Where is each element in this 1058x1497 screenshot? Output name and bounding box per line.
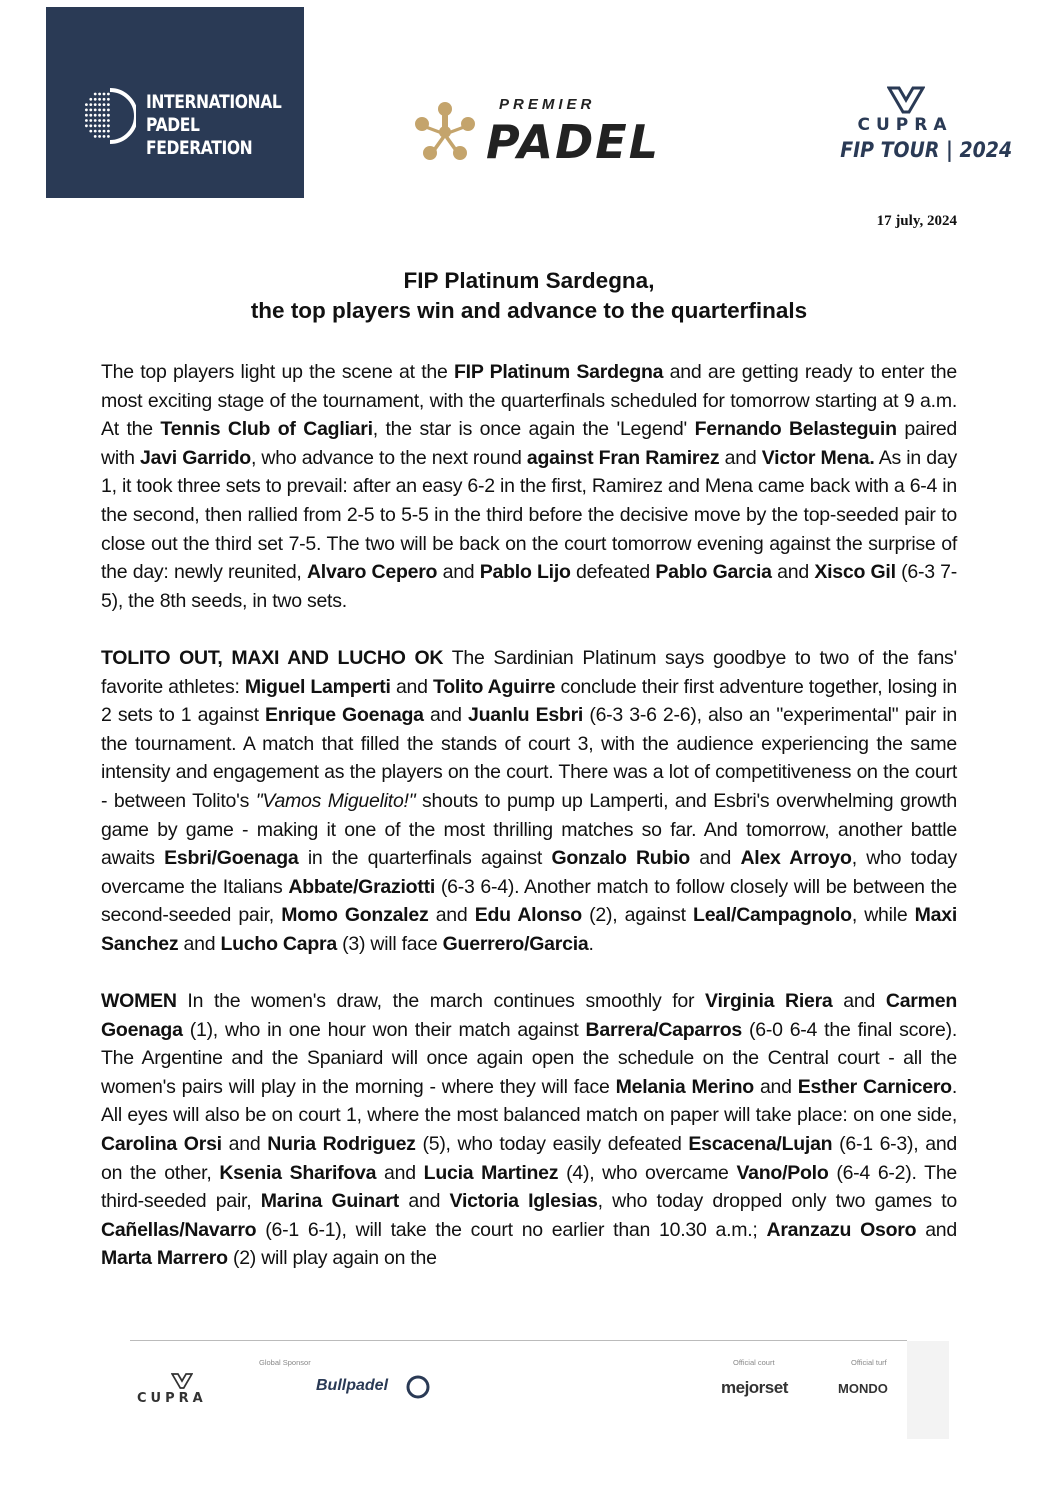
- bullpadel-ring-icon: [405, 1374, 431, 1400]
- global-sponsor-label: Global Sponsor: [259, 1358, 311, 1367]
- paragraph-2-segment: "Vamos Miguelito!": [255, 789, 416, 812]
- paragraph-1-segment: Xisco Gil: [814, 561, 896, 584]
- paragraph-3-segment: Melania Merino: [615, 1075, 754, 1098]
- official-court-label: Official court: [733, 1358, 775, 1367]
- paragraph-1-segment: Tennis Club of Cagliari: [160, 418, 373, 441]
- ipf-line-1: INTERNATIONAL: [146, 91, 282, 113]
- paragraph-1-segment: FIP Platinum Sardegna: [453, 361, 664, 383]
- paragraph-2-segment: Esbri/Goenaga: [164, 847, 299, 870]
- paragraph-3-segment: and: [753, 1075, 798, 1098]
- paragraph-1-segment: and are getting ready to enter the most exciting stage of the tournament, with the quarterfinals scheduled for tomorrow starting at 9 a.m. At the: [101, 361, 957, 441]
- paragraph-2-segment: (6-3 3-6 2-6), also an "experimental" pair in the tournament. A match that filled the stands of court 3, with the audience experiencing the same intensity and engagement as the players on the court. There was a lot of competitiveness on the court - between Tolito's: [101, 704, 958, 812]
- paragraph-3-segment: . All eyes will also be on court 1, where the most balanced match on paper will take place: on one side,: [101, 1075, 957, 1127]
- padel-word: PADEL: [486, 115, 661, 169]
- paragraph-3-segment: (5), who today easily defeated: [415, 1133, 689, 1156]
- paragraph-1-segment: against Fran Ramirez: [526, 446, 720, 469]
- paragraph-1-segment: Fernando Belasteguin: [694, 418, 897, 441]
- cupra-footer-icon: [171, 1372, 193, 1390]
- press-date: 17 july, 2024: [876, 213, 957, 229]
- paragraph-3-segment: and: [221, 1133, 268, 1156]
- paragraph-2-segment: Gonzalo Rubio: [551, 847, 690, 870]
- paragraph-2-segment: (6-3 6-4). Another match to follow closely will be between the second-seeded pair,: [101, 875, 958, 927]
- paragraph-2-segment: and: [390, 675, 433, 698]
- paragraph-2-segment: Alex Arroyo: [740, 847, 852, 870]
- paragraph-3-segment: (1), who in one hour won their match against: [182, 1018, 586, 1041]
- paragraph-2-segment: Guerrero/Garcia: [442, 932, 589, 955]
- cupra-logo-icon: [887, 86, 925, 114]
- ipf-ball-icon: [76, 86, 136, 146]
- title-line-1: FIP Platinum Sardegna,: [403, 268, 655, 293]
- paragraph-3-segment: (6-4 6-2). The third-seeded pair,: [101, 1161, 958, 1213]
- paragraph-2-segment: .: [588, 932, 594, 955]
- ipf-line-3: FEDERATION: [146, 137, 253, 159]
- paragraph-3-segment: Escacena/Lujan: [688, 1133, 833, 1156]
- paragraph-2-segment: Tolito Aguirre: [433, 675, 556, 698]
- paragraph-2-segment: in the quarterfinals against: [298, 847, 552, 870]
- paragraph-1-segment: Pablo Garcia: [655, 561, 772, 584]
- paragraph-3-segment: Ksenia Sharifova: [219, 1161, 377, 1184]
- paragraph-2-segment: Lucho Capra: [220, 932, 337, 955]
- paragraph-3-segment: Esther Carnicero: [797, 1075, 952, 1098]
- paragraph-2-segment: (2), against: [581, 904, 694, 927]
- paragraph-1-segment: Alvaro Cepero: [306, 561, 438, 584]
- paragraph-3-segment: Barrera/Caparros: [585, 1018, 742, 1041]
- paragraph-1-segment: As in day 1, it took three sets to prevail: after an easy 6-2 in the first, Ramirez and Mena came back with a 6-4 in the second, then rallied from 2-5 to 5-5 in the third before the decisive move by the top-seeded pair to close out the third set 7-5. The two will be back on the court tomorrow evening against the surprise of the day: newly reunited,: [101, 446, 957, 584]
- paragraph-1-segment: and: [437, 561, 480, 584]
- paragraph-2-segment: conclude their first adventure together, losing in 2 sets to 1 against: [101, 675, 958, 727]
- paragraph-1-segment: , who advance to the next round: [250, 446, 527, 469]
- paragraph-3-segment: Marina Guinart: [260, 1190, 400, 1213]
- paragraph-2-segment: and: [689, 847, 741, 870]
- paragraph-3-segment: Cañellas/Navarro: [101, 1218, 257, 1241]
- paragraph-1-segment: , the star is once again the 'Legend': [372, 418, 695, 441]
- paragraph-1-segment: Pablo Lijo: [479, 561, 571, 584]
- paragraph-3-segment: Carmen Goenaga: [101, 990, 957, 1041]
- official-turf-label: Official turf: [851, 1358, 887, 1367]
- paragraph-2-segment: The Sardinian Platinum says goodbye to two of the fans' favorite athletes:: [101, 646, 958, 698]
- paragraph-2-segment: and: [423, 704, 468, 727]
- paragraph-2-segment: Edu Alonso: [474, 904, 582, 927]
- paragraph-2-segment: , who today overcame the Italians: [101, 847, 958, 898]
- cupra-wordmark: CUPRA: [857, 115, 953, 135]
- paragraph-2-segment: Enrique Goenaga: [264, 704, 424, 727]
- paragraph-2-segment: Momo Gonzalez: [281, 904, 429, 927]
- paragraph-1-segment: Javi Garrido: [139, 446, 251, 469]
- footer-divider: [130, 1340, 907, 1341]
- paragraph-2-segment: and: [428, 904, 475, 927]
- paragraph-3-segment: Lucia Martinez: [423, 1161, 559, 1184]
- cupra-footer-wordmark: CUPRA: [137, 1391, 207, 1406]
- paragraph-3-segment: In the women's draw, the march continues smoothly for: [176, 990, 706, 1013]
- paragraph-2-segment: Juanlu Esbri: [468, 704, 584, 727]
- premier-padel-star-icon: [413, 100, 477, 164]
- paragraph-3-segment: (6-1 6-1), will take the court no earlier than 10.30 a.m.;: [256, 1218, 767, 1241]
- paragraph-1-segment: (6-3 7-5), the 8th seeds, in two sets.: [101, 561, 958, 612]
- paragraph-3-segment: Aranzazu Osoro: [766, 1218, 917, 1241]
- ipf-line-2: PADEL: [146, 114, 200, 136]
- paragraph-2-segment: TOLITO OUT, MAXI AND LUCHO OK: [101, 646, 444, 669]
- paragraph-3-segment: Nuria Rodriguez: [267, 1133, 416, 1156]
- paragraph-1-segment: and: [771, 561, 815, 584]
- premier-word: PREMIER: [499, 96, 596, 113]
- paragraph-2-segment: (3) will face: [336, 932, 443, 955]
- title-line-2: the top players win and advance to the quarterfinals: [250, 298, 808, 323]
- paragraph-3-segment: , who today dropped only two games to: [597, 1190, 957, 1213]
- paragraph-3-segment: Carolina Orsi: [101, 1133, 222, 1156]
- fip-tour-label: FIP TOUR | 2024: [840, 138, 1013, 162]
- paragraph-3: [101, 987, 957, 1273]
- paragraph-1: [101, 358, 957, 615]
- mondo-logo: MONDO: [838, 1381, 888, 1396]
- paragraph-3-segment: WOMEN: [101, 990, 177, 1013]
- paragraph-1-segment: defeated: [570, 561, 656, 584]
- paragraph-3-segment: and: [832, 990, 886, 1013]
- paragraph-2-segment: and: [178, 932, 221, 955]
- paragraph-1-segment: paired with: [101, 418, 958, 469]
- paragraph-3-segment: and: [399, 1190, 450, 1213]
- paragraph-3-segment: Marta Marrero: [101, 1247, 228, 1270]
- article-body: [101, 358, 957, 1302]
- paragraph-2-segment: shouts to pump up Lamperti, and Esbri's overwhelming growth game by game - making it one of the most thrilling matches so far. And tomorrow, another battle awaits: [101, 789, 958, 870]
- paragraph-2-segment: Miguel Lamperti: [244, 675, 391, 698]
- paragraph-2: [101, 644, 957, 959]
- paragraph-2-segment: Abbate/Graziotti: [288, 875, 435, 898]
- paragraph-2-segment: Leal/Campagnolo: [693, 904, 852, 927]
- paragraph-1-segment: Victor Mena.: [761, 446, 875, 469]
- paragraph-3-segment: Virginia Riera: [705, 990, 833, 1013]
- page-title: [101, 266, 957, 326]
- bullpadel-logo: Bullpadel: [316, 1377, 389, 1394]
- paragraph-3-segment: (2) will play again on the: [227, 1247, 437, 1270]
- paragraph-3-segment: Victoria Iglesias: [449, 1190, 598, 1213]
- paragraph-2-segment: Maxi Sanchez: [101, 904, 958, 955]
- paragraph-3-segment: Vano/Polo: [736, 1161, 829, 1184]
- paragraph-1-segment: The top players light up the scene at the: [101, 361, 454, 383]
- paragraph-1-segment: and: [719, 446, 762, 469]
- paragraph-2-segment: , while: [851, 904, 915, 927]
- footer-shade: [907, 1341, 949, 1439]
- mejorset-logo: mejorset: [721, 1378, 788, 1397]
- paragraph-3-segment: and: [376, 1161, 424, 1184]
- paragraph-3-segment: and: [916, 1218, 958, 1241]
- ipf-wordmark: [146, 91, 281, 160]
- paragraph-3-segment: (6-1 6-3), and on the other,: [101, 1133, 958, 1184]
- paragraph-3-segment: (4), who overcame: [558, 1161, 737, 1184]
- paragraph-3-segment: (6-0 6-4 the final score). The Argentine and the Spaniard will once again open the schedule on the Central court - all the women's pairs will play in the morning - where they will face: [101, 1018, 957, 1098]
